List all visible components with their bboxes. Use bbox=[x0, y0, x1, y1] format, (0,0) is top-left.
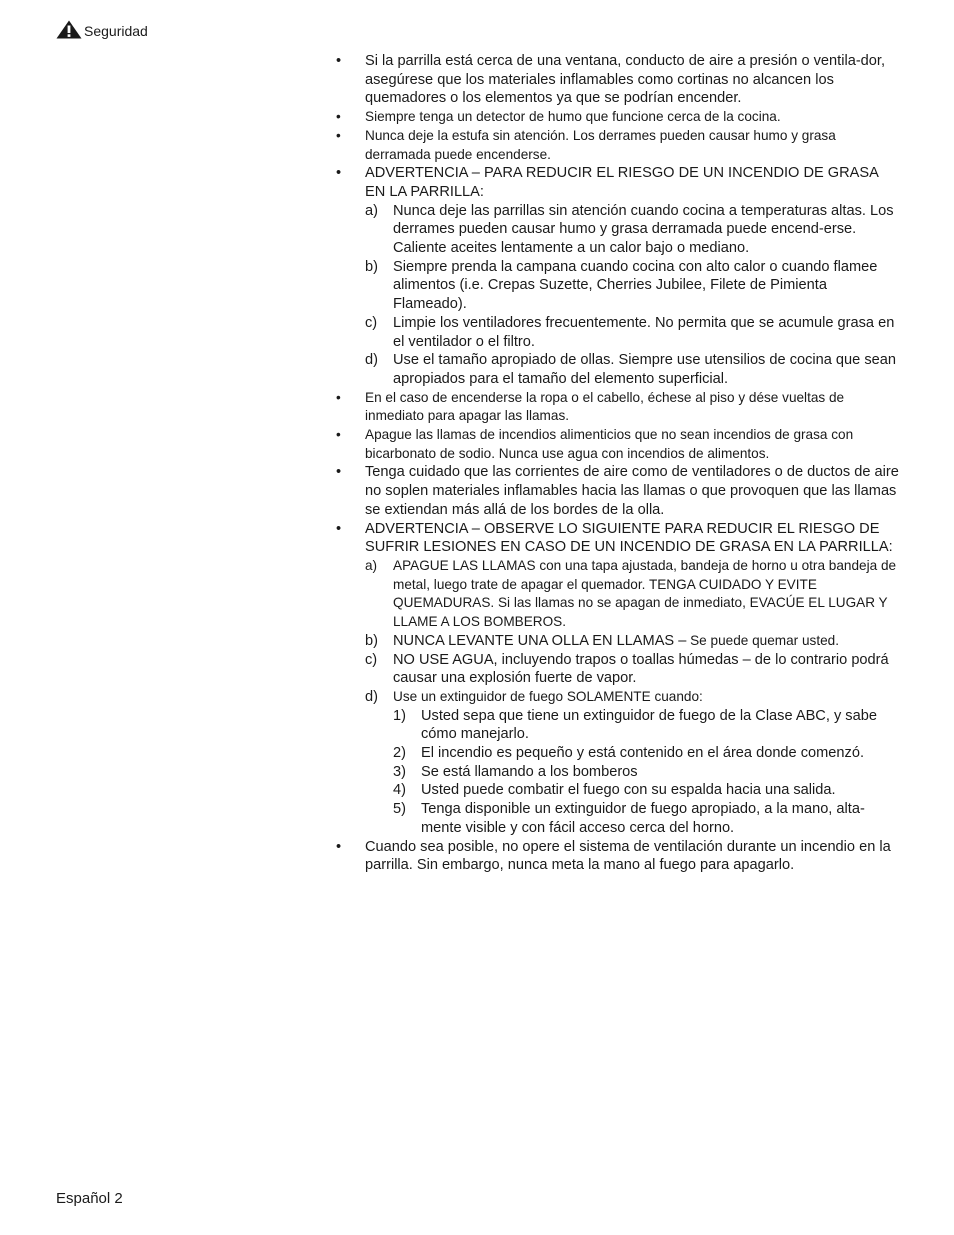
lettered-item bbox=[365, 314, 900, 351]
warning-heading: ADVERTENCIA – PARA REDUCIR EL RIESGO DE UN INCENDIO DE GRASA EN LA PARRILLA: bbox=[365, 165, 879, 200]
item-text: Nunca deje las parrillas sin atención cuando cocina a temperaturas altas. Los derrames pueden causar humo y grasa derramada puede encend-erse. Caliente aceites lentamente a un calor bajo o mediano. bbox=[393, 202, 894, 257]
bullet-text: Si la parrilla está cerca de una ventana, conducto de aire a presión o ventila-dor, asegúrese que los materiales inflamables como cortinas no alcancen los quemadores o los elementos ya que se podrían encender. bbox=[365, 53, 886, 107]
item-text: Usted puede combatir el fuego con su espalda hacia una salida. bbox=[421, 782, 836, 799]
item-marker: d) bbox=[365, 688, 378, 705]
bullet-item bbox=[336, 127, 900, 164]
bullet-text: Tenga cuidado que las corrientes de aire como de ventiladores o de ductos de aire no soplen materiales inflamables hacia las llamas o que provoquen que las llamas se extiendan más allá de los bordes de la olla. bbox=[365, 464, 899, 518]
safety-bullet-list bbox=[336, 52, 900, 875]
bullet-item bbox=[336, 52, 900, 108]
lettered-item bbox=[365, 688, 900, 838]
item-text: NO USE AGUA, incluyendo trapos o toallas húmedas – de lo contrario podrá causar una explosión fuerte de vapor. bbox=[393, 651, 889, 687]
item-text: Usted sepa que tiene un extinguidor de fuego de la Clase ABC, y sabe cómo manejarlo. bbox=[421, 707, 877, 743]
numbered-item bbox=[393, 707, 900, 744]
lettered-item bbox=[365, 632, 900, 651]
item-marker: d) bbox=[365, 352, 378, 369]
numbered-item bbox=[393, 800, 900, 837]
item-text: APAGUE LAS LLAMAS con una tapa ajustada, bandeja de horno u otra bandeja de metal, luego trate de apagar el quemador. TENGA CUIDADO Y EVITE QUEMADURAS. Si las llamas no se apagan de inmediato, EVACÚE EL LUGAR Y LLAME A LOS BOMBEROS. bbox=[393, 557, 897, 630]
bullet-item bbox=[336, 463, 900, 519]
item-marker: 5) bbox=[393, 801, 406, 818]
section-title: Seguridad bbox=[84, 23, 148, 39]
lettered-item bbox=[365, 557, 900, 632]
item-text: Use el tamaño apropiado de ollas. Siempre use utensilios de cocina que sean apropiados para el tamaño del elemento superficial. bbox=[393, 352, 896, 387]
item-marker: c) bbox=[365, 651, 378, 668]
warning-heading: ADVERTENCIA – OBSERVE LO SIGUIENTE PARA REDUCIR EL RIESGO DE SUFRIR LESIONES EN CASO DE UN INCENDIO DE GRASA EN LA PARRILLA: bbox=[365, 520, 893, 556]
lettered-item bbox=[365, 258, 900, 314]
bullet-text: Apague las llamas de incendios alimenticios que no sean incendios de grasa con bicarbonato de sodio. Nunca use agua con incendios de alimentos. bbox=[365, 427, 854, 461]
numbered-item bbox=[393, 781, 900, 800]
bullet-text: En el caso de encenderse la ropa o el cabello, échese al piso y dése vueltas de inmediato para apagar las llamas. bbox=[365, 389, 845, 424]
bullet-item bbox=[336, 426, 900, 463]
item-marker: 4) bbox=[393, 782, 406, 799]
bullet-item bbox=[336, 389, 900, 426]
item-text: Se está llamando a los bomberos bbox=[421, 763, 638, 780]
numbered-item bbox=[393, 744, 900, 763]
lettered-list bbox=[365, 202, 900, 389]
item-marker: 3) bbox=[393, 763, 406, 780]
bullet-item bbox=[336, 838, 900, 875]
item-text: Siempre prenda la campana cuando cocina con alto calor o cuando flamee alimentos (i.e. Crepas Suzette, Cherries Jubilee, Filete de Pimienta Flameado). bbox=[393, 258, 878, 313]
page-number: Español 2 bbox=[56, 1190, 123, 1207]
item-marker: 2) bbox=[393, 745, 406, 762]
bullet-text: Siempre tenga un detector de humo que funcione cerca de la cocina. bbox=[365, 109, 781, 125]
item-marker: b) bbox=[365, 632, 378, 649]
numbered-list bbox=[393, 707, 900, 838]
bullet-item-warning bbox=[336, 164, 900, 388]
numbered-item bbox=[393, 763, 900, 782]
bullet-item-warning bbox=[336, 520, 900, 838]
bullet-text: Nunca deje la estufa sin atención. Los derrames pueden causar humo y grasa derramada puede encenderse. bbox=[365, 127, 836, 162]
bullet-text: Cuando sea posible, no opere el sistema de ventilación durante un incendio en la parrilla. Sin embargo, nunca meta la mano al fuego para apagarlo. bbox=[365, 838, 891, 874]
safety-content bbox=[336, 52, 900, 875]
lettered-item bbox=[365, 202, 900, 258]
item-text: Use un extinguidor de fuego SOLAMENTE cuando: bbox=[393, 688, 703, 704]
item-text: Limpie los ventiladores frecuentemente. No permita que se acumule grasa en el ventilador o el filtro. bbox=[393, 314, 895, 350]
lettered-list bbox=[365, 557, 900, 838]
item-text: NUNCA LEVANTE UNA OLLA EN LLAMAS – bbox=[393, 632, 687, 649]
item-marker: a) bbox=[365, 557, 378, 573]
page-header bbox=[56, 20, 148, 39]
item-marker: 1) bbox=[393, 707, 406, 724]
item-text: Tenga disponible un extinguidor de fuego apropiado, a la mano, alta-mente visible y con fácil acceso cerca del horno. bbox=[421, 801, 865, 836]
lettered-item bbox=[365, 651, 900, 688]
item-marker: a) bbox=[365, 202, 378, 219]
lettered-item bbox=[365, 351, 900, 388]
warning-triangle-icon bbox=[56, 20, 82, 39]
item-marker: c) bbox=[365, 314, 378, 331]
item-marker: b) bbox=[365, 258, 378, 275]
item-text: El incendio es pequeño y está contenido en el área donde comenzó. bbox=[421, 745, 864, 762]
bullet-item bbox=[336, 108, 900, 127]
item-text-tail: Se puede quemar usted. bbox=[686, 632, 840, 648]
